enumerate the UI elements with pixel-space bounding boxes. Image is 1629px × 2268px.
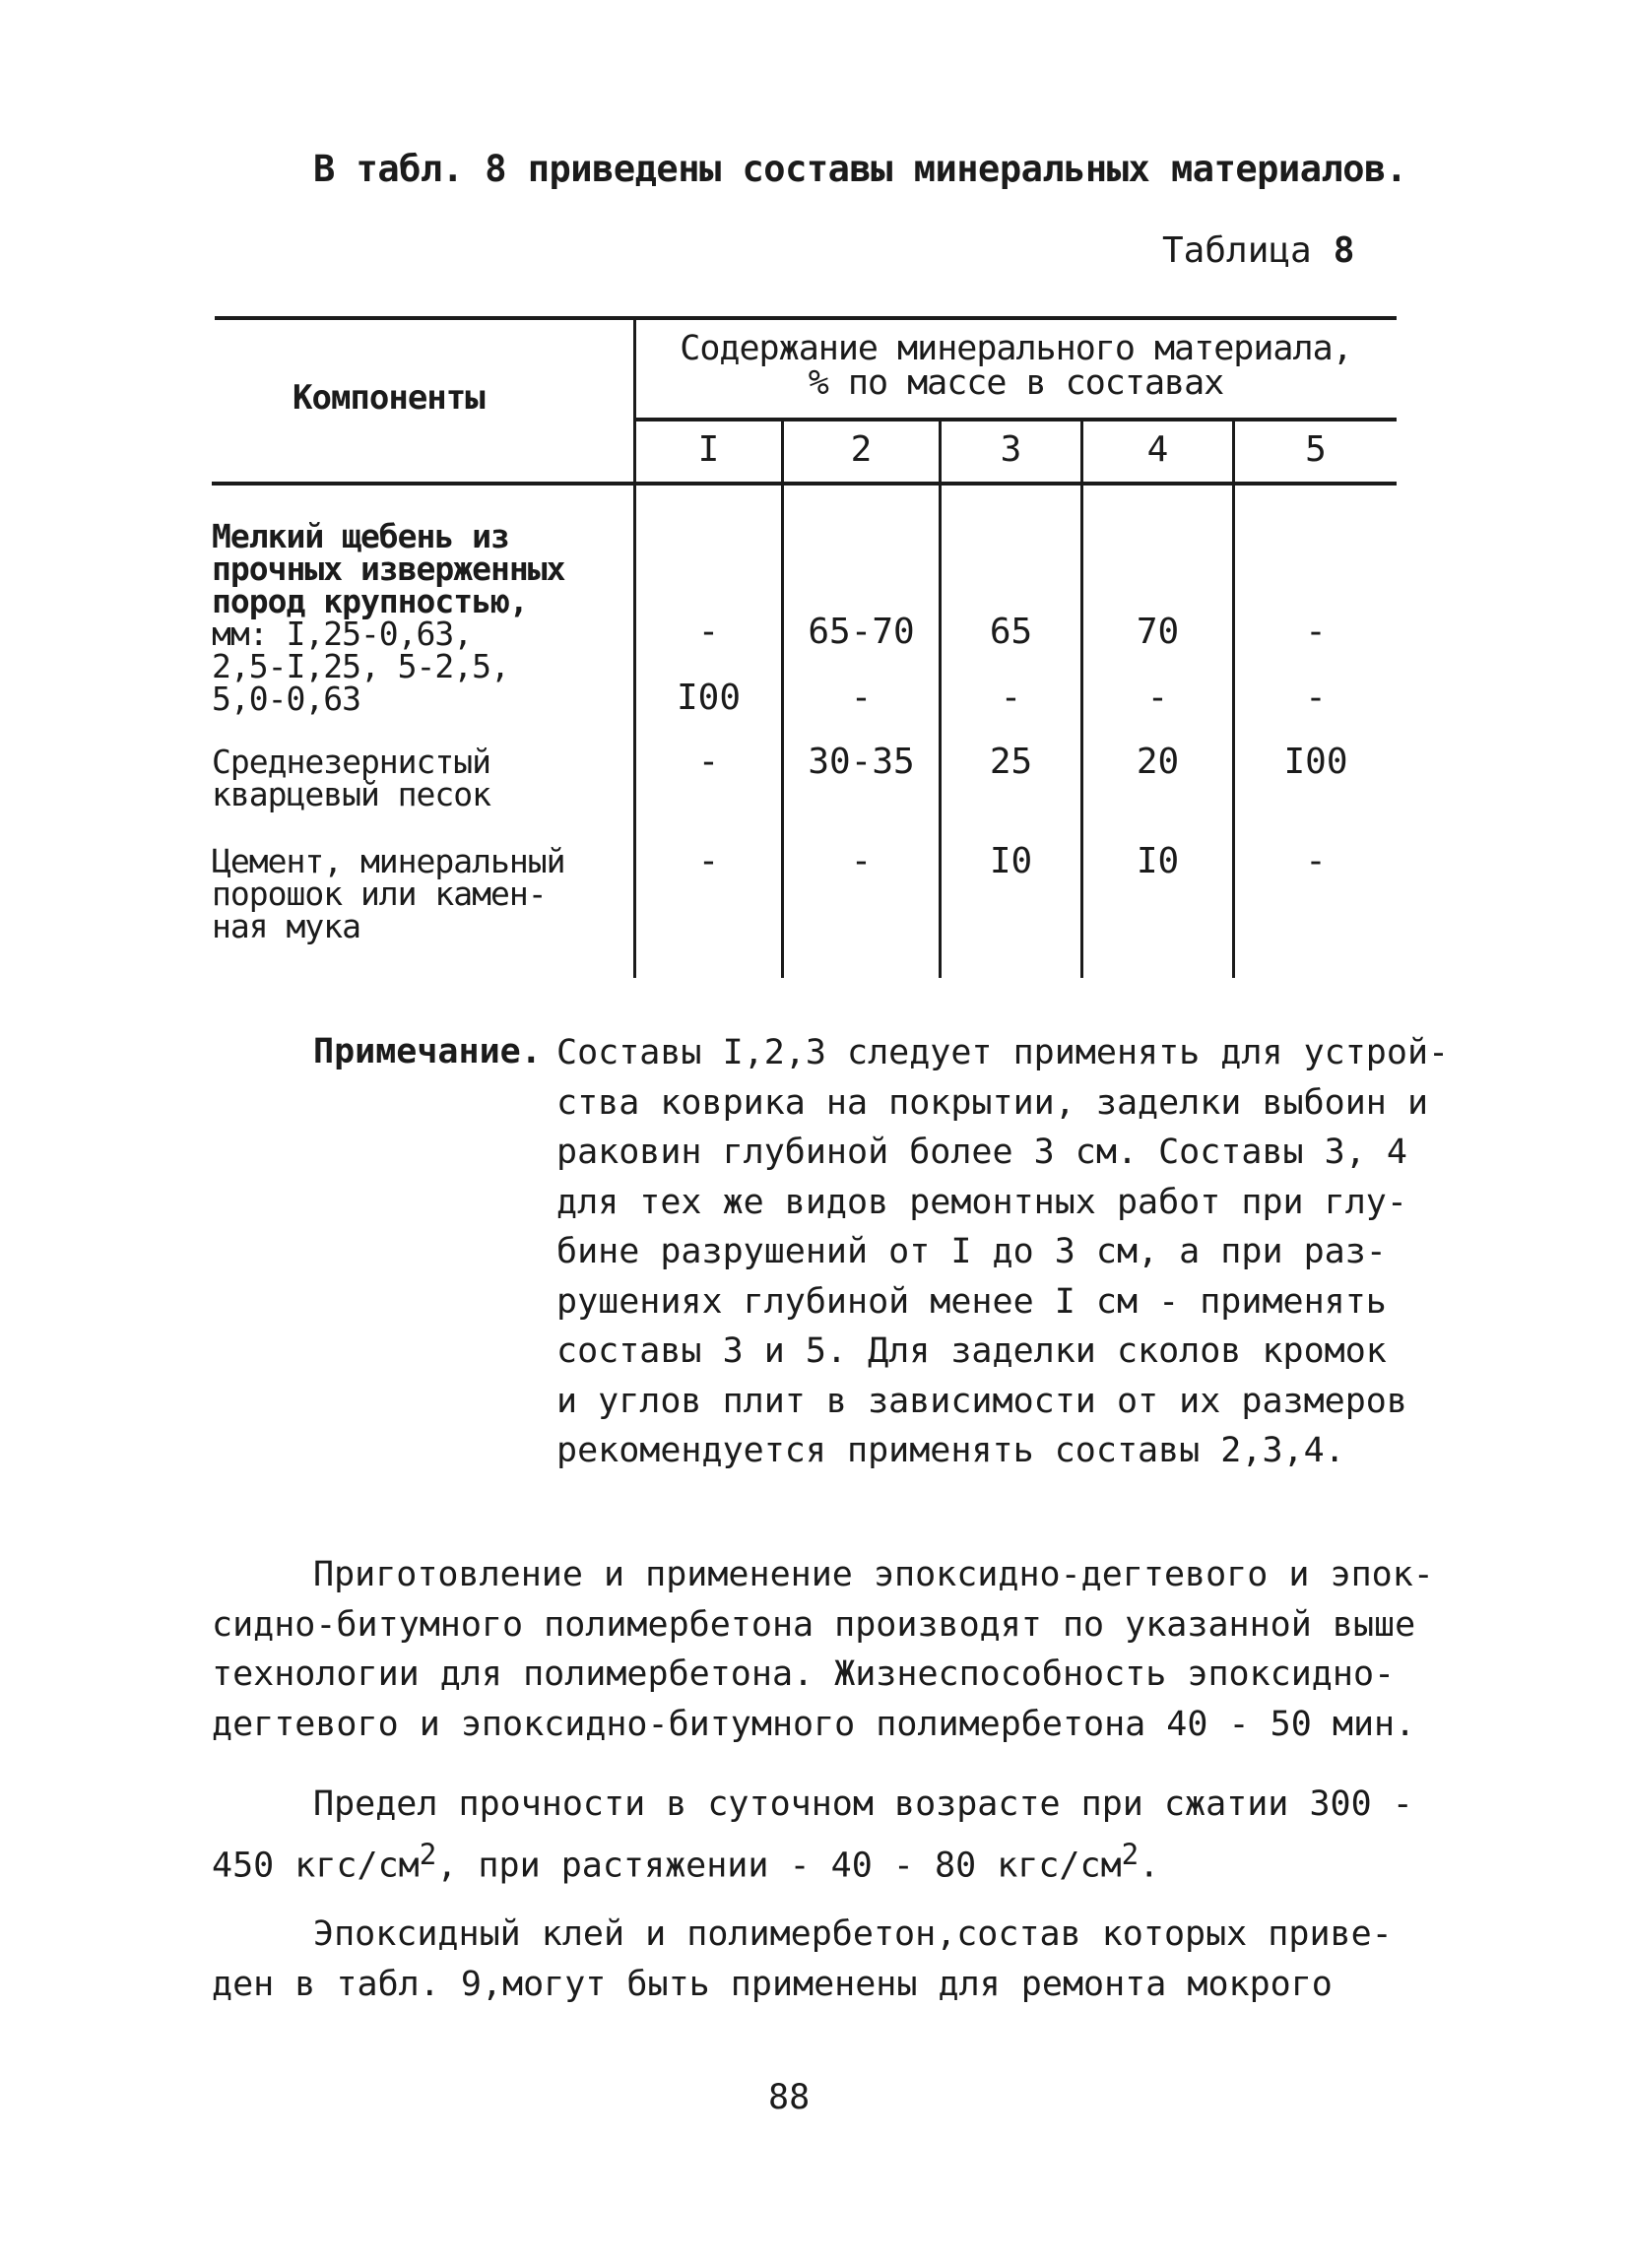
superscript-2: 2 [1121,1837,1140,1871]
cell-r1a-c5: - [1305,612,1327,652]
column-header-3: 3 [1000,429,1022,470]
cell-r1a-c3: 65 [989,612,1033,652]
note-line: составы 3 и 5. Для заделки сколов кромок [556,1331,1387,1371]
paragraph-strength [212,1780,1413,1891]
strength-compression-text: 450 кгс/см [212,1846,420,1886]
note-text [556,1028,1450,1476]
paragraph-line: технологии для полимербетона. Жизнеспособность эпоксидно- [212,1654,1396,1694]
cell-r2-c3: 25 [989,742,1033,782]
cell-r1a-c1: - [697,612,720,652]
note-line: и углов плит в зависимости от их размеров [556,1381,1407,1421]
row-3-name-line: порошок или камен- [212,875,547,913]
cell-r3-c3: I0 [989,841,1033,881]
note-line: ства коврика на покрытии, заделки выбоин и [556,1082,1429,1123]
cell-r1b-c4: - [1146,678,1169,718]
table-caption-number: 8 [1333,230,1355,271]
cell-r1b-c2: - [850,678,873,718]
cell-r3-c5: - [1305,841,1327,881]
column-header-1: I [697,429,720,470]
cell-r2-c2: 30-35 [808,742,915,782]
paragraph-line-with-units [212,1830,1413,1891]
note-line: бине разрушений от I до 3 см, а при раз- [556,1232,1387,1271]
cell-r1b-c1: I00 [676,678,742,718]
paragraph-epoxy [212,1910,1393,2009]
note-label: Примечание. [313,1032,542,1071]
row-1-name-line: пород крупностью, [212,582,528,620]
row-quartz-sand-name [212,743,491,813]
note-line: рушениях глубиной менее I см - применять [556,1281,1387,1322]
note-line: для тех же видов ремонтных работ при глу- [556,1182,1407,1222]
table-header-bottom-rule [212,482,1397,486]
row-2-name-line: Среднезернистый [212,743,491,781]
cell-r1b-c3: - [1000,678,1022,718]
row-1-name-line: 5,0-0,63 [212,680,360,718]
cell-r3-c4: I0 [1136,841,1180,881]
strength-tension-text: , при растяжении - 40 - 80 кгс/см [436,1846,1122,1886]
paragraph-line: Эпоксидный клей и полимербетон,состав которых приве- [313,1914,1393,1954]
paragraph-line: ден в табл. 9,могут быть применены для ремонта мокрого [212,1964,1333,2004]
column-header-2: 2 [850,429,873,470]
table-subheader-rule [635,418,1397,421]
cell-r2-c4: 20 [1136,742,1180,782]
header-components: Компоненты [293,378,485,418]
paragraph-line: Приготовление и применение эпоксидно-дегтевого и эпок- [313,1555,1434,1594]
note-line: раковин глубиной более 3 см. Составы 3, 4 [556,1133,1407,1172]
column-header-4: 4 [1146,429,1169,470]
header-content-title [635,329,1397,403]
intro-sentence: В табл. 8 приведены составы минеральных материалов. [313,148,1407,190]
note-line: рекомендуется применять составы 2,3,4. [556,1431,1345,1470]
row-2-name-line: кварцевый песок [212,775,491,813]
page-number: 88 [768,2078,811,2117]
row-3-name-line: Цемент, минеральный [212,842,565,880]
row-1-name-line: прочных изверженных [212,550,565,588]
cell-r1a-c4: 70 [1136,612,1180,652]
cell-r2-c1: - [697,742,720,782]
column-header-5: 5 [1305,429,1327,470]
paragraph-line: дегтевого и эпоксидно-битумного полимербетона 40 - 50 мин. [212,1704,1416,1744]
paragraph-line: сидно-битумного полимербетона производят по указанной выше [212,1604,1416,1645]
sentence-end: . [1139,1846,1160,1886]
row-1-name-line: 2,5-I,25, 5-2,5, [212,647,509,685]
cell-r3-c1: - [697,841,720,881]
note-line: Составы I,2,3 следует применять для устрой- [556,1033,1450,1072]
row-crushed-stone-name [212,517,565,718]
superscript-2: 2 [419,1837,437,1871]
paragraph-line: Предел прочности в суточном возрасте при сжатии 300 - [313,1784,1413,1824]
table-caption-word: Таблица [1162,230,1312,271]
table-top-rule [215,316,1397,320]
table-caption [1162,230,1354,271]
row-3-name-line: ная мука [212,907,360,945]
cell-r2-c5: I00 [1283,742,1348,782]
header-content-line-1: Содержание минерального материала, [680,329,1352,368]
cell-r3-c2: - [850,841,873,881]
row-1-name-line: мм: I,25-0,63, [212,615,473,653]
row-cement-name [212,842,565,945]
header-content-line-2: % по массе в составах [808,363,1224,403]
paragraph-preparation [212,1550,1434,1749]
cell-r1a-c2: 65-70 [808,612,915,652]
cell-r1b-c5: - [1305,678,1327,718]
row-1-name-line: Мелкий щебень из [212,517,509,555]
